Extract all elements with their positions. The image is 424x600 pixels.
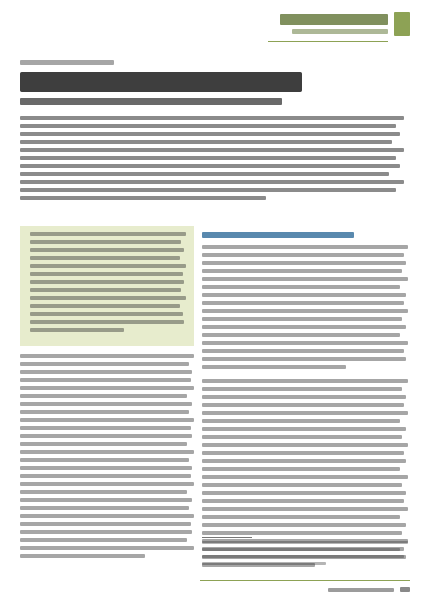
- footer-rule: [200, 580, 410, 581]
- footnote-text: [202, 541, 408, 569]
- header-rule: [268, 41, 388, 42]
- article-title: [20, 72, 302, 92]
- footnote-rule: [202, 537, 252, 538]
- left-column-text: [20, 354, 194, 562]
- article-subtitle: [20, 98, 282, 105]
- lead-paragraph: [20, 116, 404, 204]
- brand-logo: [394, 12, 410, 36]
- section-heading: [202, 232, 354, 238]
- right-column-text: [202, 232, 408, 571]
- page-number: [400, 587, 410, 592]
- page-header: [280, 10, 410, 38]
- issue-label: [328, 588, 394, 592]
- authors: [20, 60, 114, 65]
- left-column-box-text: [30, 232, 186, 336]
- section-sublabel: [292, 29, 388, 34]
- section-label: [280, 14, 388, 25]
